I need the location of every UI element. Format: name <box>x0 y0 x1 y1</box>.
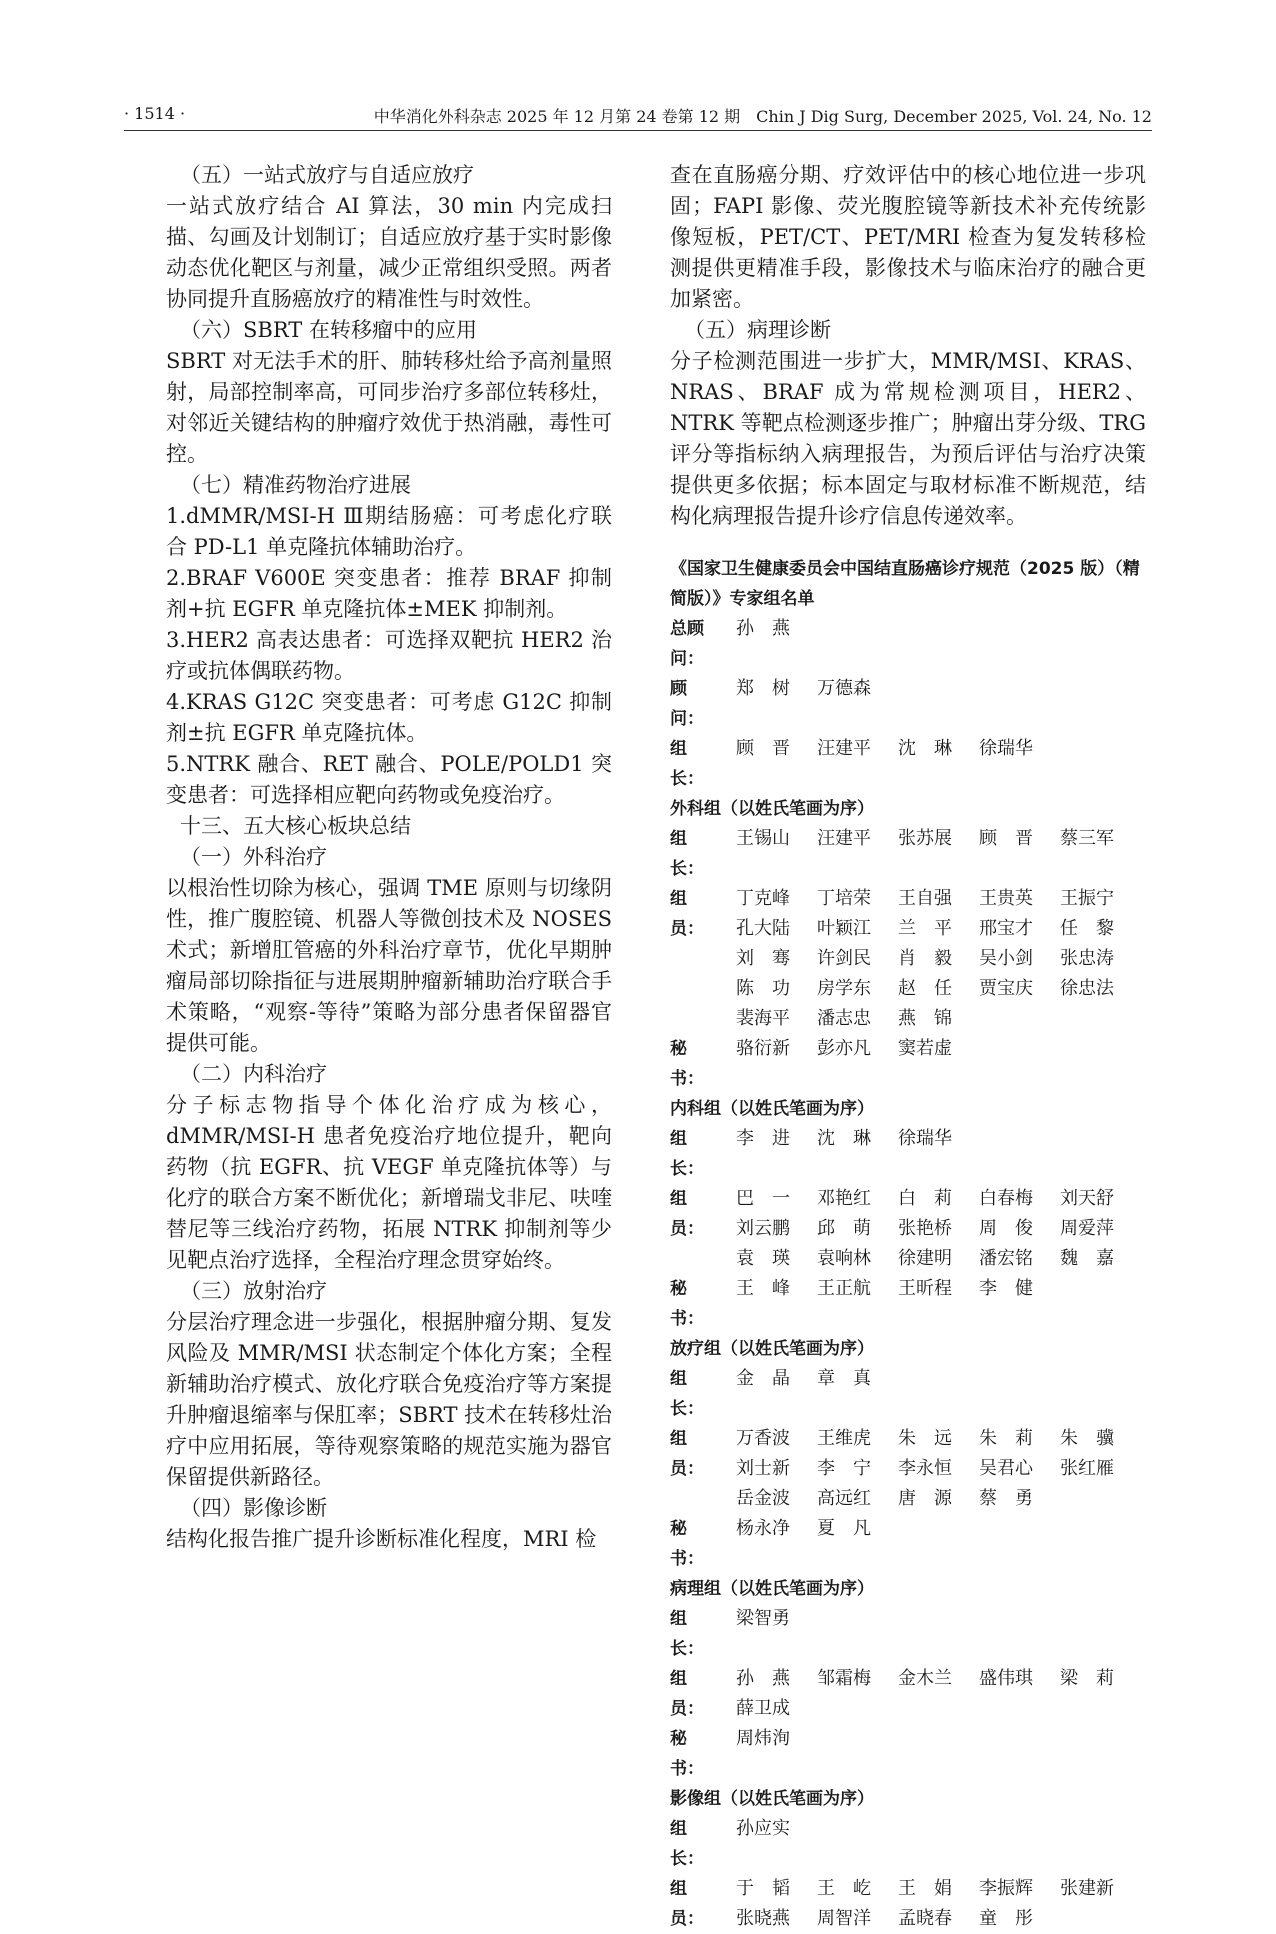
role-label: 组 长： <box>670 1819 704 1869</box>
member-name: 金 晶 <box>736 1368 790 1389</box>
expert-roster <box>670 614 1146 1934</box>
roster-row <box>670 1124 1146 1184</box>
section-heading: （五）一站式放疗与自适应放疗 <box>180 163 474 187</box>
roster-row <box>670 1274 1146 1334</box>
member-name: 薛卫成 <box>736 1698 790 1719</box>
paragraph: 分子检测范围进一步扩大，MMR/MSI、KRAS、NRAS、BRAF 成为常规检测项目，HER2、NTRK 等靶点检测逐步推广；肿瘤出芽分级、TRG 评分等指标纳入病理报告，为预后评估与治疗决策提供更多依据；标本固定与取材标准不断规范，结构化病理报告提升诊疗信息传递效率。 <box>670 349 1146 528</box>
member-name: 任 黎 <box>1060 918 1114 939</box>
member-names <box>736 1514 1146 1574</box>
member-name: 潘志忠 <box>817 1008 871 1029</box>
member-name: 白 莉 <box>898 1188 952 1209</box>
list-item: 5.NTRK 融合、RET 融合、POLE/POLD1 突变患者：可选择相应靶向药物或免疫治疗。 <box>166 752 612 807</box>
paragraph: 以根治性切除为核心，强调 TME 原则与切缘阴性，推广腹腔镜、机器人等微创技术及 NOSES 术式；新增肛管癌的外科治疗章节，优化早期肿瘤局部切除指征与进展期肿瘤新辅助治疗联合手术策略，“观察-等待”策略为部分患者保留器官提供可能。 <box>166 876 612 1055</box>
member-name: 于 韬 <box>736 1878 790 1899</box>
expert-list-title: 《国家卫生健康委员会中国结直肠癌诊疗规范（2025 版）（精简版）》专家组名单 <box>670 559 1140 609</box>
section-heading: （四）影像诊断 <box>180 1496 327 1520</box>
group-heading: 病理组（以姓氏笔画为序） <box>670 1579 874 1599</box>
member-name: 王昕程 <box>898 1278 952 1299</box>
role-label: 组 员： <box>670 1189 704 1239</box>
member-name: 李永恒 <box>898 1458 952 1479</box>
role-label: 组 员： <box>670 889 704 939</box>
group-heading: 影像组（以姓氏笔画为序） <box>670 1789 874 1809</box>
roster-row <box>670 734 1146 794</box>
roster-row <box>670 1364 1146 1424</box>
member-names <box>736 1184 1146 1274</box>
section-heading: （二）内科治疗 <box>180 1062 327 1086</box>
member-name: 巴 一 <box>736 1188 790 1209</box>
member-names <box>736 1874 1146 1934</box>
roster-row <box>670 884 1146 1034</box>
paragraph: 一站式放疗结合 AI 算法，30 min 内完成扫描、勾画及计划制订；自适应放疗基于实时影像动态优化靶区与剂量，减少正常组织受照。两者协同提升直肠癌放疗的精准性与时效性。 <box>166 194 612 311</box>
role-label: 组 长： <box>670 1129 704 1179</box>
member-name: 王自强 <box>898 888 952 909</box>
member-name: 白春梅 <box>979 1188 1033 1209</box>
member-name: 李 健 <box>979 1278 1033 1299</box>
member-name: 杨永净 <box>736 1518 790 1539</box>
member-name: 万香波 <box>736 1428 790 1449</box>
member-names <box>736 1424 1146 1514</box>
group-heading: 外科组（以姓氏笔画为序） <box>670 799 874 819</box>
member-name: 刘士新 <box>736 1458 790 1479</box>
roster-row <box>670 1034 1146 1094</box>
paragraph: 分子标志物指导个体化治疗成为核心，dMMR/MSI-H 患者免疫治疗地位提升，靶向药物（抗 EGFR、抗 VEGF 单克隆抗体等）与化疗的联合方案不断优化；新增瑞戈非尼、呋喹替尼等三线治疗药物，拓展 NTRK 抑制剂等少见靶点治疗选择，全程治疗理念贯穿始终。 <box>166 1093 612 1272</box>
member-name: 朱 骥 <box>1060 1428 1114 1449</box>
role-label: 组 员： <box>670 1429 704 1479</box>
member-name: 刘 骞 <box>736 948 790 969</box>
member-name: 章 真 <box>817 1368 871 1389</box>
member-names <box>736 884 1146 1034</box>
member-name: 汪建平 <box>817 738 871 759</box>
member-name: 刘天舒 <box>1060 1188 1114 1209</box>
member-name: 王贵英 <box>979 888 1033 909</box>
member-name: 王正航 <box>817 1278 871 1299</box>
member-name: 魏 嘉 <box>1060 1248 1114 1269</box>
member-name: 金木兰 <box>898 1668 952 1689</box>
roster-row <box>670 1664 1146 1724</box>
roster-row <box>670 614 1146 674</box>
role-label: 秘 书： <box>670 1039 704 1089</box>
list-item: 3.HER2 高表达患者：可选择双靶抗 HER2 治疗或抗体偶联药物。 <box>166 628 612 683</box>
member-name: 周爱萍 <box>1060 1218 1114 1239</box>
role-label: 秘 书： <box>670 1519 704 1569</box>
member-name: 张建新 <box>1060 1878 1114 1899</box>
roster-row <box>670 1424 1146 1514</box>
member-name: 夏 凡 <box>817 1518 871 1539</box>
paragraph: 分层治疗理念进一步强化，根据肿瘤分期、复发风险及 MMR/MSI 状态制定个体化方案；全程新辅助治疗模式、放化疗联合免疫治疗等方案提升肿瘤退缩率与保肛率；SBRT 技术在转移灶治疗中应用拓展，等待观察策略的规范实施为器官保留提供新路径。 <box>166 1310 612 1489</box>
member-name: 裴海平 <box>736 1008 790 1029</box>
member-name: 王 峰 <box>736 1278 790 1299</box>
member-name: 顾 晋 <box>736 738 790 759</box>
member-name: 徐建明 <box>898 1248 952 1269</box>
member-name: 孟晓春 <box>898 1908 952 1929</box>
member-name: 顾 晋 <box>979 828 1033 849</box>
role-label: 组 员： <box>670 1879 704 1929</box>
member-name: 潘宏铭 <box>979 1248 1033 1269</box>
group-heading: 内科组（以姓氏笔画为序） <box>670 1099 874 1119</box>
member-name: 盛伟琪 <box>979 1668 1033 1689</box>
member-name: 周智洋 <box>817 1908 871 1929</box>
section-heading: （五）病理诊断 <box>684 318 831 342</box>
member-name: 周炜洵 <box>736 1728 790 1749</box>
member-names <box>736 1724 1146 1784</box>
member-names <box>736 1364 1146 1424</box>
member-name: 张忠涛 <box>1060 948 1114 969</box>
journal-citation: 中华消化外科杂志 2025 年 12 月第 24 卷第 12 期 Chin J Dig Surg, December 2025, Vol. 24, No. 12 <box>373 107 1152 126</box>
member-name: 骆衍新 <box>736 1038 790 1059</box>
member-name: 燕 锦 <box>898 1008 952 1029</box>
member-name: 徐瑞华 <box>979 738 1033 759</box>
member-name: 邢宝才 <box>979 918 1033 939</box>
role-label: 组 长： <box>670 739 704 789</box>
member-name: 孙应实 <box>736 1818 790 1839</box>
member-name: 孙 燕 <box>736 1668 790 1689</box>
role-label: 顾 问： <box>670 679 704 729</box>
member-name: 吴君心 <box>979 1458 1033 1479</box>
member-name: 邹霜梅 <box>817 1668 871 1689</box>
member-name: 孙 燕 <box>736 618 790 639</box>
member-name: 王锡山 <box>736 828 790 849</box>
role-label: 组 长： <box>670 1609 704 1659</box>
role-label: 总顾问： <box>670 619 704 669</box>
running-header <box>124 100 1152 131</box>
member-name: 张苏展 <box>898 828 952 849</box>
chapter-heading: 十三、五大核心板块总结 <box>180 814 411 838</box>
member-name: 唐 源 <box>898 1488 952 1509</box>
member-name: 邱 萌 <box>817 1218 871 1239</box>
member-name: 高远红 <box>817 1488 871 1509</box>
member-name: 徐忠法 <box>1060 978 1114 999</box>
member-name: 李 宁 <box>817 1458 871 1479</box>
list-item: 2.BRAF V600E 突变患者：推荐 BRAF 抑制剂+抗 EGFR 单克隆抗体±MEK 抑制剂。 <box>166 566 612 621</box>
member-name: 王维虎 <box>817 1428 871 1449</box>
member-name: 邓艳红 <box>817 1188 871 1209</box>
member-name: 窦若虚 <box>898 1038 952 1059</box>
member-name: 王振宁 <box>1060 888 1114 909</box>
roster-row <box>670 1604 1146 1664</box>
member-names <box>736 1604 1146 1664</box>
member-name: 吴小剑 <box>979 948 1033 969</box>
page-number: · 1514 · <box>124 104 186 123</box>
list-item: 4.KRAS G12C 突变患者：可考虑 G12C 抑制剂±抗 EGFR 单克隆抗体。 <box>166 690 612 745</box>
member-names <box>736 1034 1146 1094</box>
member-names <box>736 1814 1146 1874</box>
member-names <box>736 734 1146 794</box>
member-name: 肖 毅 <box>898 948 952 969</box>
right-column <box>670 160 1146 1934</box>
member-name: 丁克峰 <box>736 888 790 909</box>
roster-row <box>670 1874 1146 1934</box>
member-name: 王 娟 <box>898 1878 952 1899</box>
role-label: 秘 书： <box>670 1279 704 1329</box>
member-name: 万德森 <box>817 678 871 699</box>
member-name: 朱 远 <box>898 1428 952 1449</box>
member-names <box>736 614 1146 674</box>
list-item: 1.dMMR/MSI-H Ⅲ期结肠癌：可考虑化疗联合 PD-L1 单克隆抗体辅助治疗。 <box>166 504 612 559</box>
member-name: 童 彤 <box>979 1908 1033 1929</box>
section-heading: （七）精准药物治疗进展 <box>180 473 411 497</box>
member-name: 王 屹 <box>817 1878 871 1899</box>
group-heading: 放疗组（以姓氏笔画为序） <box>670 1339 874 1359</box>
member-name: 叶颖江 <box>817 918 871 939</box>
member-name: 李 进 <box>736 1128 790 1149</box>
member-name: 赵 任 <box>898 978 952 999</box>
role-label: 秘 书： <box>670 1729 704 1779</box>
member-names <box>736 1124 1146 1184</box>
member-name: 贾宝庆 <box>979 978 1033 999</box>
member-name: 孔大陆 <box>736 918 790 939</box>
member-names <box>736 1664 1146 1724</box>
member-name: 袁 瑛 <box>736 1248 790 1269</box>
member-name: 汪建平 <box>817 828 871 849</box>
member-name: 蔡 勇 <box>979 1488 1033 1509</box>
section-heading: （六）SBRT 在转移瘤中的应用 <box>180 318 477 342</box>
paragraph: SBRT 对无法手术的肝、肺转移灶给予高剂量照射，局部控制率高，可同步治疗多部位转移灶，对邻近关键结构的肿瘤疗效优于热消融，毒性可控。 <box>166 349 612 466</box>
member-names <box>736 1274 1146 1334</box>
roster-row <box>670 674 1146 734</box>
left-column <box>166 160 612 1555</box>
role-label: 组 员： <box>670 1669 704 1719</box>
member-name: 梁智勇 <box>736 1608 790 1629</box>
section-heading: （三）放射治疗 <box>180 1279 327 1303</box>
roster-row <box>670 1814 1146 1874</box>
paragraph: 结构化报告推广提升诊断标准化程度，MRI 检 <box>166 1527 597 1551</box>
section-heading: （一）外科治疗 <box>180 845 327 869</box>
member-name: 周 俊 <box>979 1218 1033 1239</box>
roster-row <box>670 1724 1146 1784</box>
member-name: 袁响林 <box>817 1248 871 1269</box>
member-name: 许剑民 <box>817 948 871 969</box>
paragraph: 查在直肠癌分期、疗效评估中的核心地位进一步巩固；FAPI 影像、荧光腹腔镜等新技术补充传统影像短板，PET/CT、PET/MRI 检查为复发转移检测提供更精准手段，影像技术与临床治疗的融合更加紧密。 <box>670 163 1146 311</box>
member-name: 徐瑞华 <box>898 1128 952 1149</box>
member-names <box>736 674 1146 734</box>
member-name: 梁 莉 <box>1060 1668 1114 1689</box>
member-name: 丁培荣 <box>817 888 871 909</box>
member-name: 蔡三军 <box>1060 828 1114 849</box>
member-name: 张红雁 <box>1060 1458 1114 1479</box>
member-name: 沈 琳 <box>817 1128 871 1149</box>
role-label: 组 长： <box>670 1369 704 1419</box>
member-name: 岳金波 <box>736 1488 790 1509</box>
member-name: 沈 琳 <box>898 738 952 759</box>
roster-row <box>670 1184 1146 1274</box>
member-name: 刘云鹏 <box>736 1218 790 1239</box>
member-name: 兰 平 <box>898 918 952 939</box>
member-name: 李振辉 <box>979 1878 1033 1899</box>
member-name: 房学东 <box>817 978 871 999</box>
member-name: 彭亦凡 <box>817 1038 871 1059</box>
member-name: 张艳桥 <box>898 1218 952 1239</box>
member-names <box>736 824 1146 884</box>
roster-row <box>670 1514 1146 1574</box>
member-name: 陈 功 <box>736 978 790 999</box>
member-name: 张晓燕 <box>736 1908 790 1929</box>
role-label: 组 长： <box>670 829 704 879</box>
member-name: 郑 树 <box>736 678 790 699</box>
roster-row <box>670 824 1146 884</box>
member-name: 朱 莉 <box>979 1428 1033 1449</box>
